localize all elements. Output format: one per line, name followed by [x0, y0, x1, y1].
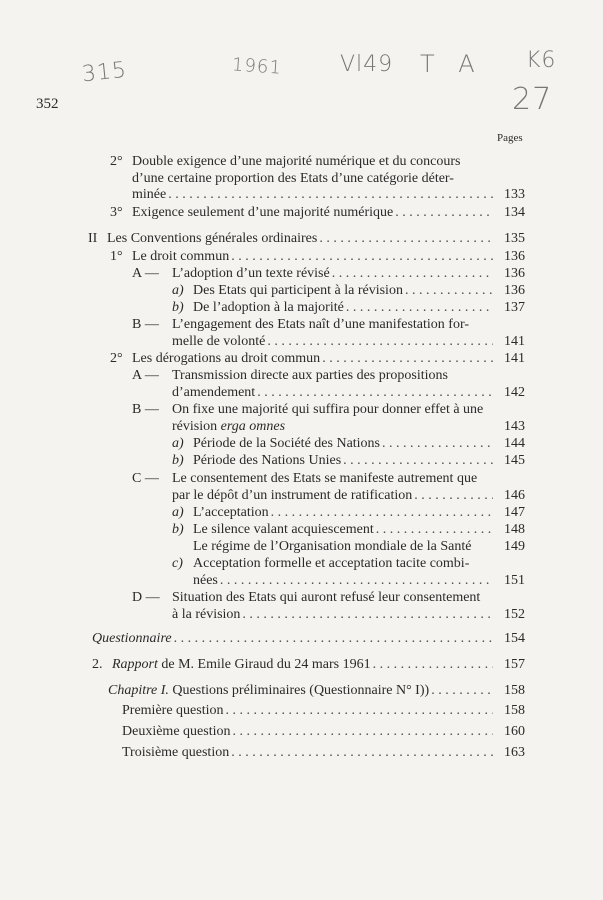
toc-entry-text: à la révision [172, 607, 241, 622]
toc-entry-text: Des Etats qui participent à la révision [193, 283, 403, 298]
dot-leader [271, 504, 493, 521]
toc-entry-text: De l’adoption à la majorité [193, 300, 344, 315]
dot-leader [414, 487, 493, 504]
toc-entry-text: L’engagement des Etats naît d’une manifestation for- [172, 317, 469, 332]
toc-entry-number [172, 521, 184, 538]
toc-page: 152 [504, 607, 525, 622]
toc-entry-number [172, 555, 183, 572]
toc-entry-text: Les dérogations au droit commun [132, 351, 321, 366]
handwritten-letters: T A [420, 50, 483, 78]
toc-entry-number: II [88, 231, 98, 246]
dot-leader [174, 630, 493, 647]
toc-entry [132, 204, 525, 221]
dot-leader [373, 656, 493, 673]
toc-entry-text: Le consentement des Etats se manifeste autrement que [172, 471, 478, 486]
toc-entry-number: 2° [110, 351, 123, 366]
toc-entry-text: On fixe une majorité qui suffira pour donner effet à une [172, 402, 484, 417]
toc-entry-number [172, 504, 184, 521]
toc-entry [172, 418, 525, 435]
toc-page: 143 [504, 419, 525, 434]
toc-entry-text: L’acceptation [193, 505, 269, 520]
dot-leader [242, 606, 493, 623]
toc-entry-text: Double exigence d’une majorité numérique et du concours [132, 154, 461, 169]
toc-entry-letter: a) [172, 436, 184, 451]
toc-entry-number [172, 299, 184, 316]
dot-leader [225, 702, 493, 719]
handwritten-year: 1961 [231, 54, 283, 79]
toc-entry-letter: b) [172, 300, 184, 315]
handwritten-archive-number: 315 [80, 57, 129, 88]
dot-leader [382, 435, 493, 452]
toc-entry-letter: c) [172, 556, 183, 571]
toc-entry [172, 265, 525, 282]
toc-entry-number: 1° [110, 249, 123, 264]
toc-entry [122, 723, 525, 740]
toc-entry-text: minée [132, 187, 167, 202]
toc-entry-text: Le silence valant acquiescement [193, 522, 374, 537]
toc-entry [107, 230, 525, 247]
toc-entry-number: A — [132, 266, 159, 281]
toc-entry-number: A — [132, 368, 159, 383]
toc-entry-number: 2. [92, 657, 103, 672]
toc-entry-text: Chapitre I. Questions préliminaires (Questionnaire N° I)) [108, 683, 430, 698]
toc-entry-text: Situation des Etats qui auront refusé leur consentement [172, 590, 481, 605]
toc-entry-text: d’amendement [172, 385, 256, 400]
toc-entry-text: Troisième question [122, 745, 230, 760]
toc-page: 148 [504, 522, 525, 537]
toc-entry-text: Première question [122, 703, 224, 718]
toc-page: 160 [504, 724, 525, 739]
toc-entry [132, 248, 525, 265]
dot-leader [220, 572, 493, 589]
toc-entry-text: Acceptation formelle et acceptation tacite combi- [193, 556, 470, 571]
dot-leader [346, 299, 493, 316]
toc-entry-text: d’une certaine proportion des Etats d’une catégorie déter- [132, 171, 454, 186]
toc-entry-italic: erga omnes [220, 419, 286, 434]
toc-entry-text: melle de volonté [172, 334, 266, 349]
toc-page: 134 [504, 205, 525, 220]
toc-entry-number: 3° [110, 205, 123, 220]
toc-page: 133 [504, 187, 525, 202]
toc-page: 147 [504, 505, 525, 520]
toc-entry [112, 656, 525, 673]
toc-entry-number: 2° [110, 154, 123, 169]
toc-entry-letter: a) [172, 283, 184, 298]
toc-entry [132, 350, 525, 367]
handwritten-code: K6 [526, 48, 557, 73]
dot-leader [405, 282, 493, 299]
toc-entry-text: Période des Nations Unies [193, 453, 342, 468]
toc-page: 158 [504, 683, 525, 698]
handwritten-volume: Vl49 [340, 52, 394, 77]
toc-entry [172, 487, 525, 504]
toc-entry [108, 682, 525, 699]
toc-entry-number: D — [132, 590, 160, 605]
toc-entry [193, 299, 525, 316]
handwritten-page-mark: 27 [512, 82, 553, 117]
dot-leader [395, 204, 493, 221]
toc-page: 151 [504, 573, 525, 588]
toc-page: 142 [504, 385, 525, 400]
toc-page: 136 [504, 283, 525, 298]
dot-leader [319, 230, 493, 247]
toc-page: 149 [504, 539, 525, 554]
toc-page: 154 [504, 631, 525, 646]
toc-entry-number [172, 282, 184, 299]
toc-entry [172, 384, 525, 401]
dot-leader [232, 723, 493, 740]
page-number: 352 [36, 96, 59, 112]
toc-entry [193, 521, 525, 538]
toc-entry-letter: a) [172, 505, 184, 520]
toc-page: 158 [504, 703, 525, 718]
toc-page: 157 [504, 657, 525, 672]
toc-entry-text: Rapport de M. Emile Giraud du 24 mars 1961 [112, 657, 371, 672]
toc-page: 145 [504, 453, 525, 468]
toc-entry-text: Période de la Société des Nations [193, 436, 381, 451]
toc-entry-number: B — [132, 317, 159, 332]
toc-entry-text: Transmission directe aux parties des propositions [172, 368, 448, 383]
toc-entry [92, 630, 525, 647]
toc-page: 137 [504, 300, 525, 315]
dot-leader [343, 452, 493, 469]
dot-leader [376, 521, 493, 538]
dot-leader [332, 265, 493, 282]
toc-page: 136 [504, 266, 525, 281]
toc-entry-letter: b) [172, 522, 184, 537]
toc-entry-text: L’adoption d’un texte révisé [172, 266, 330, 281]
pages-column-header: Pages [497, 132, 523, 144]
toc-entry [132, 186, 525, 203]
toc-page: 135 [504, 231, 525, 246]
toc-entry-number: B — [132, 402, 159, 417]
toc-entry-text: Deuxième question [122, 724, 231, 739]
toc-page: 136 [504, 249, 525, 264]
toc-entry-text: Exigence seulement d’une majorité numérique [132, 205, 394, 220]
toc-entry [193, 504, 525, 521]
toc-entry-text: par le dépôt d’un instrument de ratification [172, 488, 413, 503]
toc-entry-number [172, 452, 184, 469]
toc-entry [122, 702, 525, 719]
toc-entry-text: Le régime de l’Organisation mondiale de la Santé [193, 539, 472, 554]
toc-entry [193, 572, 525, 589]
toc-page: 141 [504, 334, 525, 349]
toc-page: 141 [504, 351, 525, 366]
toc-entry [122, 744, 525, 761]
toc-page: 144 [504, 436, 525, 451]
dot-leader [322, 350, 493, 367]
toc-entry [193, 282, 525, 299]
dot-leader [431, 682, 493, 699]
dot-leader [168, 186, 493, 203]
toc-entry-text: Le droit commun [132, 249, 230, 264]
toc-page: 163 [504, 745, 525, 760]
toc-entry-text: Questionnaire [92, 631, 172, 646]
dot-leader [231, 248, 493, 265]
toc-entry-text: révision erga omnes [172, 419, 286, 434]
dot-leader [267, 333, 493, 350]
toc-entry-text: nées [193, 573, 218, 588]
toc-entry-number: C — [132, 471, 159, 486]
toc-entry [172, 333, 525, 350]
toc-entry-letter: b) [172, 453, 184, 468]
dot-leader [257, 384, 493, 401]
toc-entry-number [172, 435, 184, 452]
toc-page: 146 [504, 488, 525, 503]
toc-entry [193, 452, 525, 469]
toc-entry-text: Les Conventions générales ordinaires [107, 231, 318, 246]
toc-entry [172, 606, 525, 623]
dot-leader [231, 744, 493, 761]
toc-entry [193, 435, 525, 452]
